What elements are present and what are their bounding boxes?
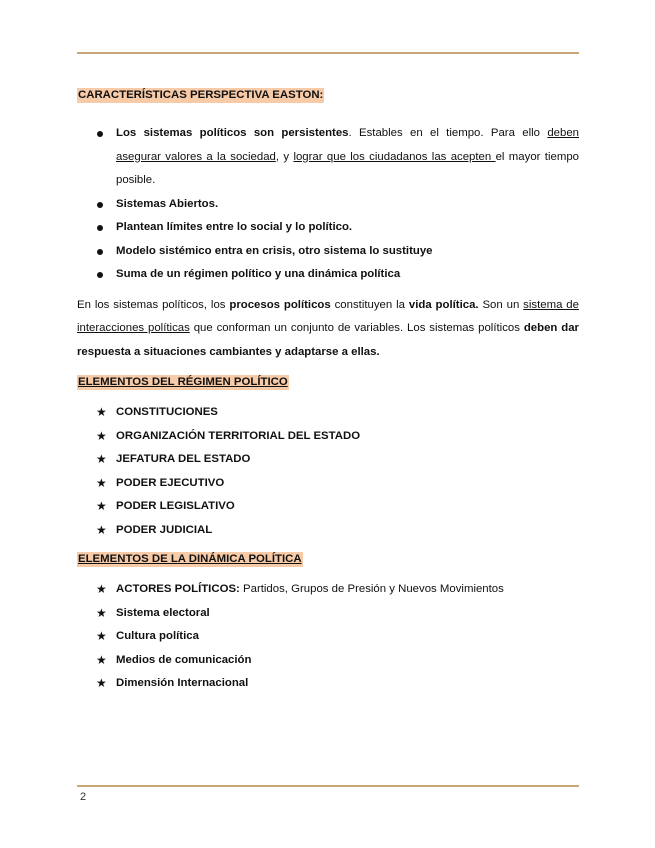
star-icon: ★	[96, 676, 107, 691]
list-item: Modelo sistémico entra en crisis, otro sistema lo sustituye	[77, 240, 579, 264]
page-number: 2	[80, 791, 87, 803]
list-item: ★ ORGANIZACIÓN TERRITORIAL DEL ESTADO	[77, 425, 579, 449]
header-rule	[77, 52, 579, 54]
regimen-list	[77, 401, 579, 542]
list-item: Los sistemas políticos son persistentes. Estables en el tiempo. Para ello deben asegurar valores a la sociedad, y lograr que los ciudadanos las acepten el mayor tiempo posible.	[77, 122, 579, 193]
list-item: ★ Sistema electoral	[77, 602, 579, 626]
page-content	[77, 88, 579, 696]
footer-rule	[77, 785, 579, 787]
list-item: ★ ACTORES POLÍTICOS: Partidos, Grupos de Presión y Nuevos Movimientos	[77, 578, 579, 602]
list-item: ★ CONSTITUCIONES	[77, 401, 579, 425]
easton-list	[77, 122, 579, 287]
list-item: ★ Medios de comunicación	[77, 649, 579, 673]
star-icon: ★	[96, 522, 107, 537]
star-icon: ★	[96, 652, 107, 667]
bullet-icon	[97, 131, 103, 137]
list-item: Suma de un régimen político y una dinámica política	[77, 263, 579, 287]
star-icon: ★	[96, 605, 107, 620]
list-item: ★ PODER JUDICIAL	[77, 519, 579, 543]
bullet-icon	[97, 272, 103, 278]
star-icon: ★	[96, 582, 107, 597]
star-icon: ★	[96, 452, 107, 467]
star-icon: ★	[96, 629, 107, 644]
section-heading-easton: CARACTERÍSTICAS PERSPECTIVA EASTON:	[78, 89, 324, 101]
star-icon: ★	[96, 499, 107, 514]
list-item: ★ Dimensión Internacional	[77, 672, 579, 696]
bullet-icon	[97, 249, 103, 255]
list-item: ★ PODER EJECUTIVO	[77, 472, 579, 496]
list-item: ★ Cultura política	[77, 625, 579, 649]
dinamica-list	[77, 578, 579, 696]
bullet-icon	[97, 202, 103, 208]
star-icon: ★	[96, 405, 107, 420]
section-heading-dinamica: ELEMENTOS DE LA DINÁMICA POLÍTICA	[78, 553, 302, 566]
star-icon: ★	[96, 475, 107, 490]
list-item: Sistemas Abiertos.	[77, 193, 579, 217]
section-heading-regimen: ELEMENTOS DEL RÉGIMEN POLÍTICO	[78, 376, 288, 389]
list-item: Plantean límites entre lo social y lo político.	[77, 216, 579, 240]
bullet-icon	[97, 225, 103, 231]
body-paragraph: En los sistemas políticos, los procesos políticos constituyen la vida política. Son un sistema de interacciones políticas que conforman un conjunto de variables. Los sistemas políticos deben dar respuesta a situaciones cambiantes y adaptarse a ellas.	[77, 298, 579, 358]
list-item: ★ JEFATURA DEL ESTADO	[77, 448, 579, 472]
star-icon: ★	[96, 428, 107, 443]
list-item: ★ PODER LEGISLATIVO	[77, 495, 579, 519]
